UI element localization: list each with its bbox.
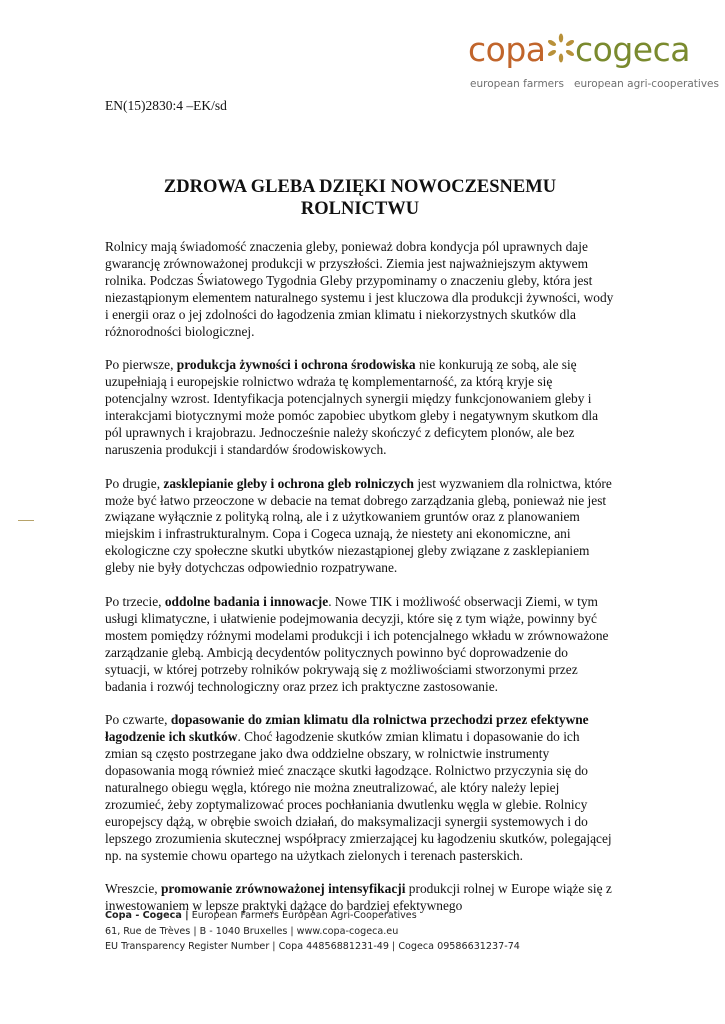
document-body <box>105 239 615 932</box>
page-footer <box>105 908 520 955</box>
paragraph-third-lead: Po trzecie, <box>105 593 165 609</box>
paragraph-third <box>105 594 615 695</box>
margin-mark <box>18 520 34 521</box>
footer-brand: Copa - Cogeca | <box>105 910 189 921</box>
paragraph-fourth <box>105 712 615 864</box>
paragraph-first-highlight: produkcja żywności i ochrona środowiska <box>176 357 416 373</box>
footer-transparency-register: EU Transparency Register Number | Copa 44856881231-49 | Cogeca 09586631237-74 <box>105 941 520 952</box>
paragraph-finally-lead: Wreszcie, <box>105 881 161 897</box>
paragraph-fourth-highlight: dopasowanie do zmian klimatu dla rolnictwa przechodzi przez efektywne łagodzenie ich skutków <box>105 712 589 745</box>
paragraph-third-highlight: oddolne badania i innowacje <box>164 593 329 609</box>
paragraph-finally-highlight: promowanie zrównoważonej intensyfikacji <box>160 881 406 897</box>
footer-organization-names: European Farmers European Agri-Cooperatives <box>188 910 417 921</box>
footer-line-organization <box>105 908 520 924</box>
paragraph-fourth-lead: Po czwarte, <box>105 712 171 728</box>
paragraph-second-lead: Po drugie, <box>105 475 164 491</box>
paragraph-second-highlight: zasklepianie gleby i ochrona gleb rolniczych <box>163 475 414 491</box>
document-title: ZDROWA GLEBA DZIĘKI NOWOCZESNEMU ROLNICTWU <box>163 177 557 219</box>
document-reference: EN(15)2830:4 –EK/sd <box>105 98 227 113</box>
paragraph-second <box>105 476 615 577</box>
logo-tagline-farmers: european farmers <box>470 78 564 90</box>
paragraph-first-lead: Po pierwsze, <box>105 357 177 373</box>
logo-star-icon <box>548 33 574 63</box>
paragraph-fourth-text: . Choć łagodzenie skutków zmian klimatu i dopasowanie do ich zmian są często postrzegane jako dwa oddzielne obszary, w rolnictwie instrumenty dopasowania mogą również mieć znaczące skutki łagodzące. Rolnictwo przyczynia się do naturalnego obiegu węgla, którego nie można zneutralizować, ale który należy lepiej zrozumieć, żeby zoptymalizować proces pochłaniania dwutlenku węgla w glebie. Rolnicy europejscy dążą, w obrębie swoich działań, do maksymalizacji synergii systemowych i do lepszego zrozumienia skutecznej współpracy zmierzającej ku łagodzeniu skutków, polegającej np. na systemie chowu opartego na użytkach zielonych i terenach pasterskich. <box>105 729 612 863</box>
logo-tagline-cooperatives: european agri-cooperatives <box>574 78 719 90</box>
copa-cogeca-logo <box>468 30 719 100</box>
paragraph-first <box>105 357 615 458</box>
paragraph-second-text: jest wyzwaniem dla rolnictwa, które może być łatwo przeoczone w debacie na temat dobrego zarządzania glebą, ponieważ nie jest związane wyłącznie z polityką rolną, ale i z użytkowaniem gruntów oraz z planowaniem miejskim i infrastrukturalnym. Copa i Cogeca uznają, że niestety ani ekonomiczne, ani ekologiczne czy społeczne skutki ubytków niezastąpionej gleby związane z zasklepianiem gleby nie były dotychczas odpowiednio rozpatrywane. <box>105 475 612 576</box>
paragraph-finally-text: produkcji rolnej w Europe wiąże się z inwestowaniem w lepsze praktyki dążące do bardziej efektywnego <box>105 881 612 914</box>
paragraph-third-text: . Nowe TIK i możliwość obserwacji Ziemi, w tym usługi klimatyczne, i ułatwienie podejmowania decyzji, które się z tym wiąże, powinny być mostem pomiędzy różnymi modelami produkcji i ich potencjalnego wkładu w zrównoważone zarządzanie glebą. Ambicją decydentów politycznych powinno być doprowadzenie do sytuacji, w której potrzeby rolników pokrywają się z możliwościami stworzonymi przez badania i rozwój technologiczny oraz przez ich praktyczne zastosowanie. <box>105 593 609 694</box>
footer-address: 61, Rue de Trèves | B - 1040 Bruxelles | www.copa-cogeca.eu <box>105 925 399 937</box>
paragraph-first-text: nie konkurują ze sobą, ale się uzupełniają i europejskie rolnictwo wdraża tę komplementarność, za którą kryje się potencjalny wzrost. Identyfikacja potencjalnych synergii między funkcjonowaniem gleby i interakcjami biotycznymi może pomóc zapobiec ubytkom gleby i negatywnym skutkom dla pól uprawnych i krajobrazu. Jednocześnie należy skończyć z deficytem plonów, ale bez naruszenia produkcji i standardów środowiskowych. <box>105 357 599 457</box>
logo-cogeca-word: cogeca <box>575 30 690 69</box>
logo-copa-word: copa <box>468 30 546 69</box>
paragraph-intro: Rolnicy mają świadomość znaczenia gleby, ponieważ dobra kondycja pól uprawnych daje gwarancję zrównoważonej produkcji w przyszłości. Ziemia jest najważniejszym aktywem rolnika. Podczas Światowego Tygodnia Gleby przypominamy o znaczeniu gleby, która jest niezastąpionym elementem naturalnego systemu i jest kluczowa dla produkcji żywności, wody i energii oraz o jej zdolności do łagodzenia zmian klimatu i niekorzystnych skutków dla różnorodności biologicznej. <box>105 239 614 339</box>
